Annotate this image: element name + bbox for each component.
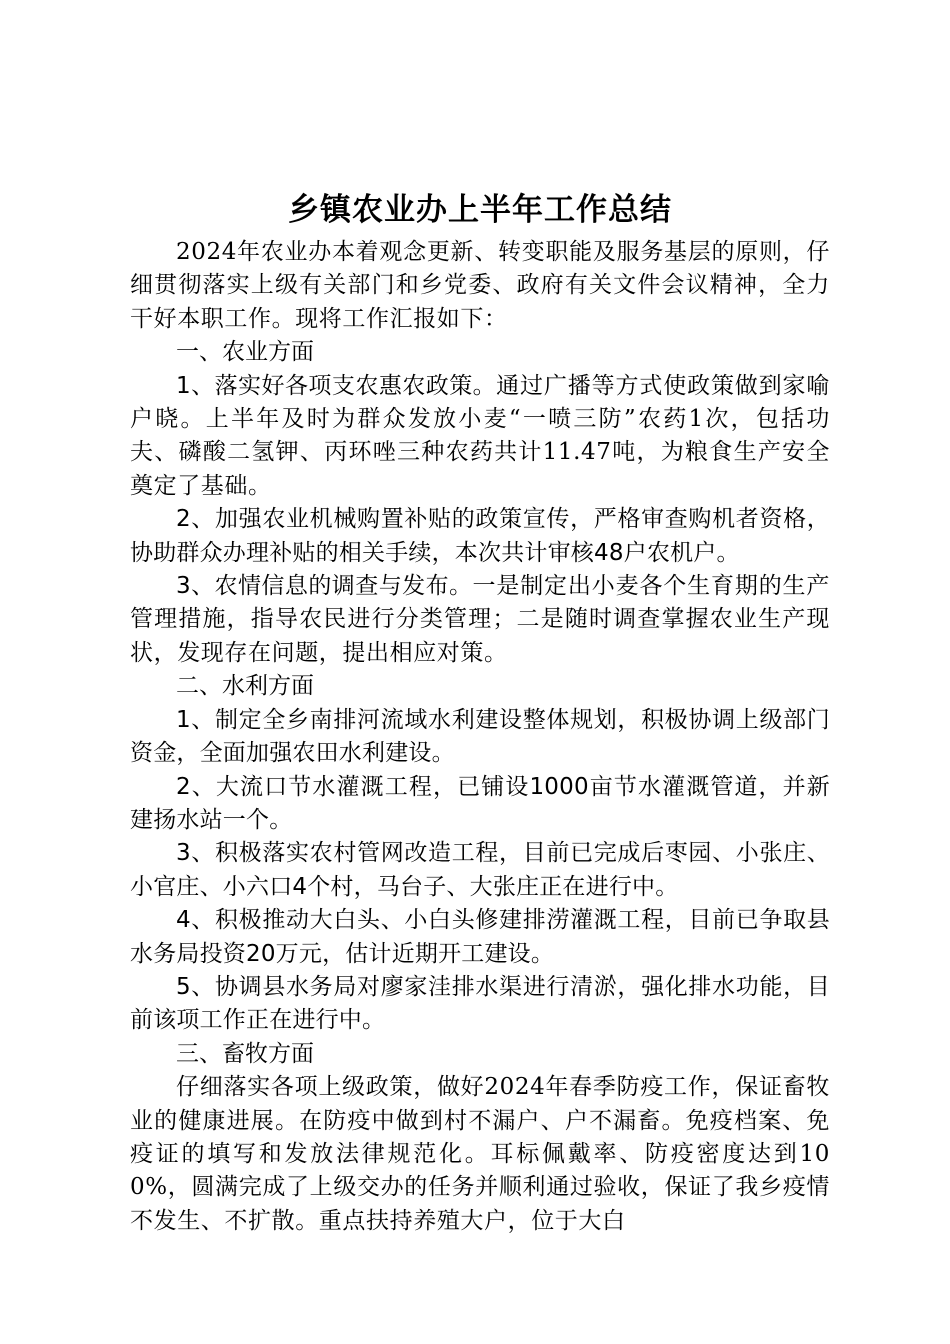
agriculture-item-3 [130, 570, 830, 670]
water-item-4: 4、积极推动大白头、小白头修建排涝灌溉工程，目前已争取县水务局投资20万元，估计近期开工建设。 [130, 907, 830, 967]
agriculture-item-1-lead: 1、落实好各项支农惠农政策。 [176, 372, 497, 399]
intro-paragraph: 2024年农业办本着观念更新、转变职能及服务基层的原则，仔细贯彻落实上级有关部门和乡党委、政府有关文件会议精神，全力干好本职工作。现将工作汇报如下： [130, 239, 830, 332]
water-item-2: 2、大流口节水灌溉工程，已铺设1000亩节水灌溉管道，并新建扬水站一个。 [130, 773, 830, 833]
document-title: 乡镇农业办上半年工作总结 [288, 192, 672, 228]
agriculture-item-1-body: 通过广播等方式使政策做到家喻户晓。上半年及时为群众发放小麦“一喷三防”农药1次，包括功夫、磷酸二氢钾、丙环唑三种农药共计11.47吨，为粮食生产安全奠定了基础。 [130, 372, 831, 499]
agriculture-item-1 [130, 370, 830, 504]
section-heading-water: 二、水利方面 [176, 673, 314, 700]
water-item-5: 5、协调县水务局对廖家洼排水渠进行清淤，强化排水功能，目前该项工作正在进行中。 [130, 973, 830, 1034]
agriculture-item-2: 2、加强农业机械购置补贴的政策宣传，严格审查购机者资格，协助群众办理补贴的相关手续，本次共计审核48户农机户。 [130, 506, 830, 566]
water-item-3: 3、积极落实农村管网改造工程，目前已完成后枣园、小张庄、小官庄、小六口4个村，马台子、大张庄正在进行中。 [130, 840, 830, 900]
section-heading-agriculture: 一、农业方面 [176, 339, 314, 366]
water-item-1: 1、制定全乡南排河流域水利建设整体规划，积极协调上级部门资金，全面加强农田水利建设。 [130, 706, 830, 767]
section-heading-livestock: 三、畜牧方面 [176, 1040, 314, 1067]
document-page [130, 188, 830, 1238]
livestock-paragraph: 仔细落实各项上级政策，做好2024年春季防疫工作，保证畜牧业的健康进展。在防疫中做到村不漏户、户不漏畜。免疫档案、免疫证的填写和发放法律规范化。耳标佩戴率、防疫密度达到100%，圆满完成了上级交办的任务并顺利通过验收，保证了我乡疫情不发生、不扩散。重点扶持养殖大户，位于大白 [130, 1074, 830, 1234]
agriculture-item-3-lead: 3、农情信息的调查与发布。 [176, 573, 473, 600]
agriculture-item-3-body: 一是制定出小麦各个生育期的生产管理措施，指导农民进行分类管理；二是随时调查掌握农业生产现状，发现存在问题，提出相应对策。 [130, 573, 831, 666]
